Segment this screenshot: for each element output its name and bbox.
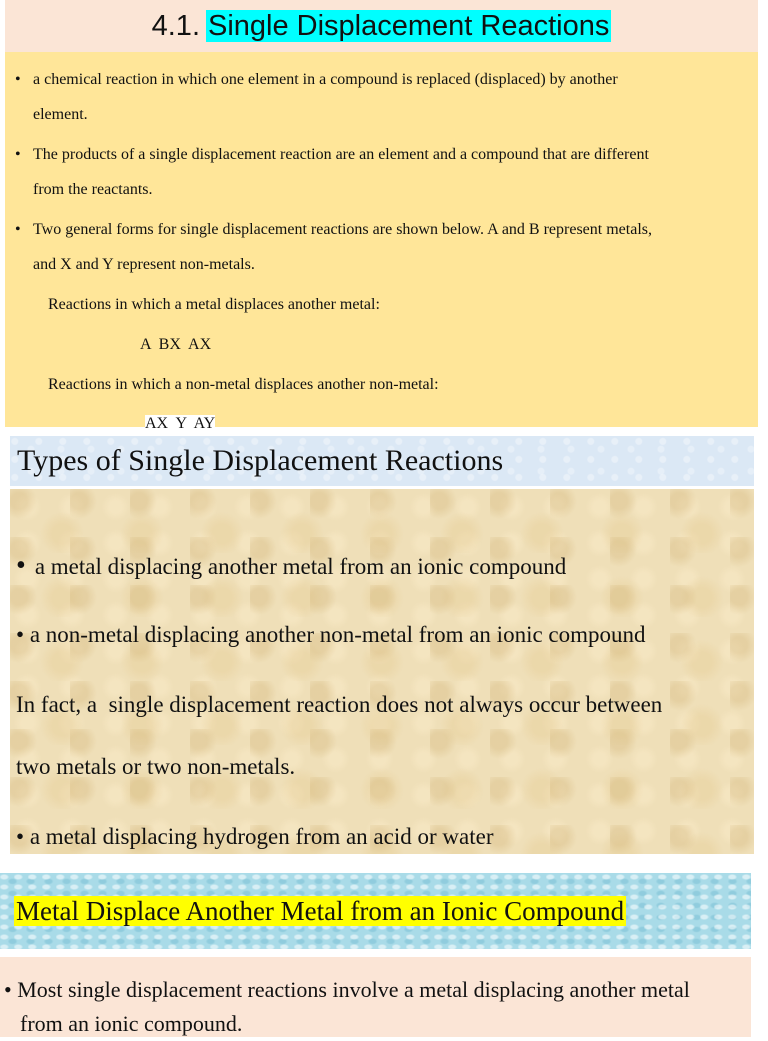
types-item-2 <box>16 618 646 652</box>
types-note-line-2: two metals or two non-metals. <box>16 754 296 779</box>
types-heading: Types of Single Displacement Reactions <box>17 444 504 477</box>
definition-item-1-line-1: a chemical reaction in which one element in a compound is replaced (displaced) by another <box>33 71 618 88</box>
metal-form-equation: A BX AX <box>140 336 212 353</box>
section-number: 4.1. <box>151 10 200 42</box>
title-band <box>5 0 758 52</box>
bullet: • <box>15 221 21 238</box>
nonmetal-form-label: Reactions in which a non-metal displaces another non-metal: <box>48 376 439 393</box>
definition-item-1 <box>33 62 748 132</box>
types-item-2-text: a non-metal displacing another non-metal from an ionic compound <box>29 622 646 647</box>
bullet: • <box>16 824 25 849</box>
types-list <box>10 489 754 854</box>
bullet: • <box>15 146 21 163</box>
definition-box <box>5 52 758 432</box>
definition-item-2-line-2: from the reactants. <box>33 181 153 198</box>
definition-item-3 <box>33 212 748 282</box>
metal-form-label: Reactions in which a metal displaces another metal: <box>48 296 380 313</box>
definition-item-3-line-2: and X and Y represent non-metals. <box>33 256 255 273</box>
page-title <box>5 0 758 52</box>
types-item-3 <box>16 820 493 854</box>
types-item-1 <box>16 549 566 584</box>
definition-item-3-line-1: Two general forms for single displacement reactions are shown below. A and B represent metals, <box>33 221 652 238</box>
bottom-box <box>0 957 751 1037</box>
title-text: Single Displacement Reactions <box>208 10 610 42</box>
definition-item-2-line-1: The products of a single displacement reaction are an element and a compound that are different <box>33 146 649 163</box>
bullet: • <box>16 550 26 581</box>
bullet: • <box>4 977 12 1002</box>
definition-item-1-line-2: element. <box>33 106 88 123</box>
bottom-line-1 <box>4 973 690 1007</box>
metal-heading <box>14 893 626 929</box>
bullet: • <box>15 71 21 88</box>
types-heading-band <box>10 436 754 486</box>
nonmetal-form-equation: AX Y AY <box>145 415 216 432</box>
definition-item-2 <box>33 137 748 207</box>
metal-heading-band <box>0 873 751 949</box>
metal-heading-text: Metal Displace Another Metal from an Ionic Compound <box>16 896 625 926</box>
bottom-line-2: from an ionic compound. <box>20 1011 243 1036</box>
types-note-line-1: In fact, a single displacement reaction does not always occur between <box>16 692 663 717</box>
types-item-3-text: a metal displacing hydrogen from an acid or water <box>29 824 494 849</box>
types-item-1-text: a metal displacing another metal from an ionic compound <box>34 554 567 579</box>
bullet: • <box>16 622 25 647</box>
bottom-line-1-text: Most single displacement reactions involve a metal displacing another metal <box>17 977 690 1002</box>
